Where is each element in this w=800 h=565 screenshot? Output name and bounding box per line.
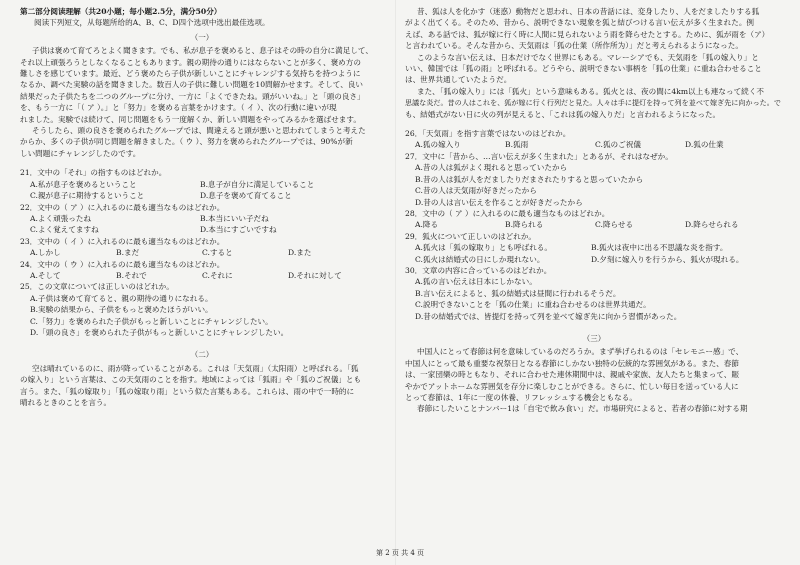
- question-30: 30．文章の内容に合っているのはどれか。: [405, 265, 552, 275]
- question-25: 25．この文章については正しいのはどれか。: [20, 282, 174, 292]
- option-a[interactable]: A.狐の言い伝えは日本にしかない。: [415, 277, 537, 287]
- passage-1-paragraph-1: [20, 45, 384, 125]
- text-line: このような言い伝えは、日本だけでなく世界にもある。マレーシアでも、天気雨を「狐の嫁入り」と: [417, 52, 759, 62]
- option-a[interactable]: A.狐火は「狐の嫁取り」とも呼ばれる。: [415, 243, 552, 253]
- option-c[interactable]: C.すると: [202, 248, 233, 258]
- question-29: 29．狐火について正しいのはどれか。: [405, 231, 537, 241]
- text-line: とって春節は、1年に一度の休養、リフレッシュする機会ともなる。: [405, 393, 637, 402]
- option-c[interactable]: C.それに: [202, 270, 233, 280]
- question-28-options: [405, 219, 783, 230]
- option-b[interactable]: B.昔の人は狐が人をだましたりだまされたりすると思っていたから: [415, 174, 644, 184]
- option-d[interactable]: D.それに対して: [288, 270, 342, 280]
- text-line: を、もう一方に「（ ア ）。」と「努力」を褒める言葉をかけます。（ イ ）、次の行動に違いが現: [20, 103, 337, 113]
- question-22-options-row-1: [20, 213, 384, 224]
- option-a[interactable]: A.しかし: [30, 248, 61, 258]
- text-line: 昔、狐は人を化かす（迷惑）動物だと思われ、日本の昔話には、変身したり、人をだましたりする狐: [417, 7, 760, 16]
- question-21: 21．文中の「それ」の指すものはどれか。: [20, 168, 167, 178]
- option-d[interactable]: D.息子を褒めて育てること: [200, 191, 292, 201]
- option-a[interactable]: A.昔の人は狐がよく現れると思っていたから: [415, 163, 568, 173]
- text-line: 結果だった子供たちを二つのグループに分け、一方に「よくできたね。頭がいいね。」と「頭の良さ」: [20, 91, 365, 101]
- text-line: それ以上頑張ろうとしなくなることもあります。親の期待の通りにはならないことが多く、褒め方の: [20, 57, 361, 67]
- text-line: からか、多くの子供が同じ問題を解きました。（ ウ ）、努力を褒められたグループでは、90%が新: [20, 137, 353, 147]
- option-a[interactable]: A.よく頑張ったね: [30, 213, 92, 223]
- passage-2-paragraph-4: [405, 86, 783, 120]
- question-29-options-row-2: [405, 254, 783, 265]
- text-line: 晴れるときのことを言う。: [20, 398, 112, 407]
- text-line: また、「狐の嫁入り」には「狐火」という意味もある。狐火とは、夜の間に4km以上も連なって続く不: [417, 86, 764, 96]
- text-line: は、世界共通していたようだ。: [405, 75, 512, 85]
- question-21-options-row-1: [20, 179, 384, 190]
- text-line: は、一家団欒の時ともなり、それに合わせた連休期間中は、親戚や家族、友人たちと集まって、賑: [405, 370, 739, 380]
- option-d[interactable]: D.昔の人は言い伝えを作ることが好きだったから: [415, 197, 583, 207]
- passage-3-paragraph-2: 春節にしたいことナンバー1は「自宅で飲み食い」だ。市場研究によると、若者の春節に対する期: [417, 404, 748, 414]
- question-26: 26．「天気雨」を指す言葉ではないのはどれか。: [405, 129, 571, 139]
- option-a[interactable]: A.降る: [415, 220, 439, 230]
- text-line: 中国人にとって最も重要な祝祭日となる春節にしかない独特の伝統的な雰囲気がある。また、春節: [405, 358, 739, 368]
- page-fold-line: [395, 0, 396, 565]
- text-line: 難しさを感じています。最近、どう褒めたら子供が新しいことにチャレンジする気持ちを持つように: [20, 69, 361, 79]
- question-23-options: [20, 247, 384, 258]
- option-c[interactable]: C.説明できないことを「狐の仕業」に重ね合わせるのは世界共通だ。: [415, 300, 651, 310]
- option-c[interactable]: C.狐のご祝儀: [595, 140, 641, 150]
- text-line: やかでアットホームな雰囲気を存分に楽しむことができる。さらに、忙しい毎日を送っている人に: [405, 381, 739, 391]
- option-b[interactable]: B.実験の結果から、子供をもっと褒めたほうがいい。: [30, 305, 213, 315]
- option-b[interactable]: B.本当にいい子だね: [200, 213, 269, 223]
- question-22: 22．文中の（ ア ）に入れるのに最も適当なものはどれか。: [20, 202, 225, 212]
- part-header: 第二部分阅读理解（共20小题；每小题2.5分，满分50分）: [20, 7, 222, 16]
- question-29-options-row-1: [405, 242, 783, 253]
- section-3-title: （三）: [582, 333, 606, 343]
- text-line: れました。実験では続けて、同じ問題をもう一度解くか、新しい問題をやってみるかを選ばせます。: [20, 114, 361, 124]
- question-27: 27．文中に「昔から、…言い伝えが多く生まれた」とあるが、それはなぜか。: [405, 151, 673, 161]
- option-d[interactable]: D.また: [288, 248, 312, 258]
- text-line: の嫁入り」という言葉は、この天気雨のことを指す。地域によっては「狐雨」や「狐のご祝儀」とも: [20, 375, 362, 385]
- option-b[interactable]: B.まだ: [116, 248, 140, 258]
- text-line: えば、ある話では、狐が嫁に行く時に人間に見られないよう雨を降らせたとする。ために、狐が雨を（ア）: [405, 29, 770, 39]
- text-line: がよく出てくる。そのため、昔から、説明できない現象を狐と結びつける言い伝えが多く生まれた。例: [405, 18, 755, 28]
- option-d[interactable]: D.狐の仕業: [685, 140, 724, 150]
- text-line: 思議な炎だ。昔の人はこれを、狐が嫁に行く行列だと見た。人々は手に提灯を持って列を並べて嫁ぎ先に向かった。で: [405, 98, 781, 108]
- text-line: 子供は褒めて育てろとよく聞きます。でも、私が息子を褒めると、息子はその時の自分に満足して、: [32, 46, 373, 56]
- question-24-options: [20, 270, 384, 281]
- option-a[interactable]: A.そして: [30, 270, 61, 280]
- option-c[interactable]: C.親が息子に期待するということ: [30, 191, 145, 201]
- option-b[interactable]: B.それで: [116, 270, 147, 280]
- option-c[interactable]: C.昔の人は天気雨が好きだったから: [415, 186, 537, 196]
- section-1-title: （一）: [190, 32, 214, 42]
- right-column: [405, 6, 783, 415]
- text-line: 中国人にとって春節は何を意味しているのだろうか。まず挙げられるのは「セレモニー感」で、: [417, 347, 744, 357]
- option-b[interactable]: B.息子が自分に満足していること: [200, 179, 315, 189]
- section-2-title: （二）: [190, 350, 214, 360]
- text-line: も、結婚式がない日に火の列が見えると、「これは狐の嫁入りだ」と言われるようになった。: [405, 109, 721, 119]
- question-24: 24．文中の（ ウ ）に入れるのに最も適当なものはどれか。: [20, 259, 225, 269]
- option-d[interactable]: D.降らせられる: [685, 220, 739, 230]
- text-line: 言う。また、「狐の嫁取り」「狐の嫁取り雨」という似た言葉もある。これらは、雨の中で一時的に: [20, 386, 355, 396]
- question-22-options-row-2: [20, 224, 384, 235]
- text-line: いい、韓国では「狐の雨」と呼ばれる。どうやら、説明できない事柄を「狐の仕業」に重ね合わせること: [405, 64, 762, 74]
- text-line: しい問題にチャレンジしたのです。: [20, 148, 141, 158]
- option-c[interactable]: C.狐火は結婚式の日にしか現れない。: [415, 254, 545, 264]
- option-d[interactable]: D.本当にすごいですね: [200, 225, 277, 235]
- text-line: と言われている。そんな昔から、天気雨は「狐の仕業（所作所为）」だと考えられるようになった。: [405, 41, 743, 51]
- option-c[interactable]: C.降らせる: [595, 220, 634, 230]
- text-line: なるか、調べた実験の話を聞きました。数百人の子供に難しい問題を10問解かせます。そして、良い: [20, 80, 364, 90]
- option-b[interactable]: B.降られる: [505, 220, 544, 230]
- left-column: [20, 6, 384, 408]
- question-28: 28．文中の（ ア ）に入れるのに最も適当なものはどれか。: [405, 208, 610, 218]
- question-26-options: [405, 139, 783, 150]
- passage-1-paragraph-2: [20, 125, 384, 159]
- option-b[interactable]: B.狐雨: [505, 140, 529, 150]
- question-23: 23．文中の（ イ ）に入れるのに最も適当なものはどれか。: [20, 236, 225, 246]
- option-d[interactable]: D.昔の結婚式では、皆提灯を持って列を並べて嫁ぎ先に向かう習慣があった。: [415, 311, 682, 321]
- option-d[interactable]: D.「頭の良さ」を褒められた子供がもっと新しいことにチャレンジしたい。: [30, 327, 289, 337]
- option-b[interactable]: B.狐火は夜中に出る不思議な炎を指す。: [591, 243, 728, 253]
- option-c[interactable]: C.「努力」を褒められた子供がもっと新しいことにチャレンジしたい。: [30, 316, 273, 326]
- text-line: そうしたら、頭の良さを褒められたグループでは、間違えると頭が悪いと思われてしまうと考えた: [32, 126, 366, 136]
- passage-2-paragraph-2: [405, 6, 783, 52]
- question-21-options-row-2: [20, 190, 384, 201]
- option-d[interactable]: D.夕刻に嫁入りを行うから、狐火が現れる。: [591, 254, 744, 264]
- text-line: 空は晴れているのに、雨が降っていることがある。これは「天気雨」（太阳雨）と呼ばれる。「狐: [32, 363, 359, 373]
- option-a[interactable]: A.狐の嫁入り: [415, 140, 461, 150]
- option-a[interactable]: A.子供は褒めて育てると、親の期待の通りになれる。: [30, 293, 213, 303]
- passage-2-paragraph-1: [20, 363, 384, 409]
- passage-3-paragraph-1: [405, 346, 783, 403]
- passage-2-paragraph-3: [405, 52, 783, 86]
- instructions: 阅读下列短文，从每题所给的A、B、C、D四个选项中选出最佳选项。: [34, 18, 270, 28]
- option-b[interactable]: B.言い伝えによると、狐の結婚式は昼間に行われるそうだ。: [415, 288, 621, 298]
- option-a[interactable]: A.私が息子を褒めるということ: [30, 179, 137, 189]
- page-footer: 第 2 页 共 4 页: [375, 549, 425, 557]
- option-c[interactable]: C.よく覚えてますね: [30, 225, 99, 235]
